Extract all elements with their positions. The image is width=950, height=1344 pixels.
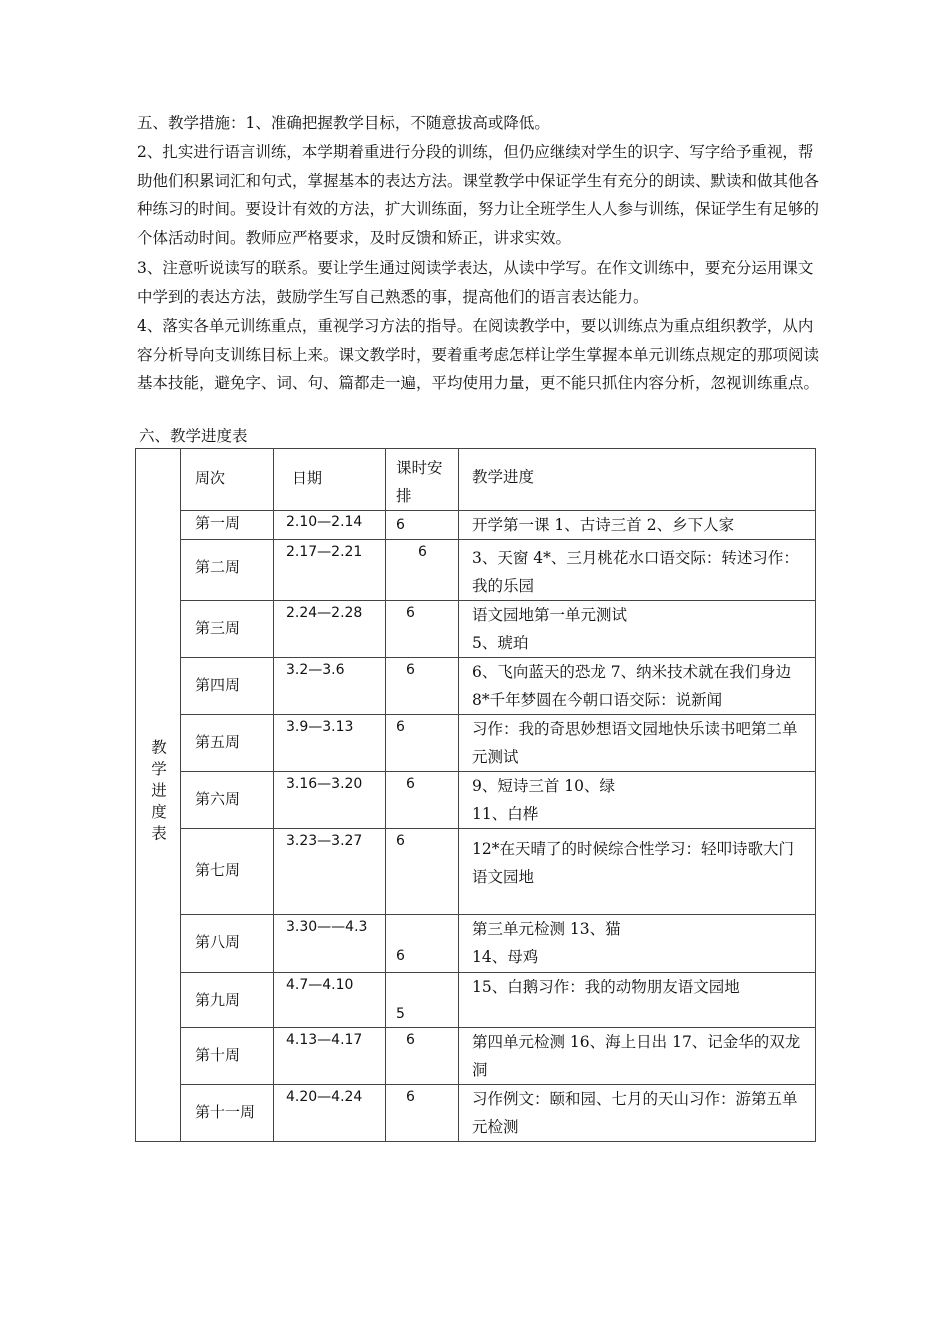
week-text: 第一周 — [195, 514, 241, 532]
date-text: 3.2—3.6 — [286, 662, 345, 678]
date-text: 4.7—4.10 — [286, 977, 354, 993]
date-text: 2.17—2.21 — [286, 544, 363, 560]
progress-text: 开学第一课 1、古诗三首 2、乡下人家 — [472, 516, 735, 534]
week-cell — [181, 601, 274, 658]
week-cell — [181, 511, 274, 540]
hours-cell — [386, 511, 459, 540]
table-row — [136, 715, 816, 772]
week-text: 第六周 — [195, 790, 241, 808]
week-cell — [181, 540, 274, 601]
hours-text: 6 — [396, 948, 405, 964]
progress-cell — [459, 540, 816, 601]
date-text: 4.13—4.17 — [286, 1032, 363, 1048]
progress-text: 6、飞向蓝天的恐龙 7、纳米技术就在我们身边 8*千年梦圆在今朝口语交际：说新闻 — [472, 663, 792, 709]
date-text: 3.9—3.13 — [286, 719, 354, 735]
progress-cell — [459, 658, 816, 715]
table-row — [136, 658, 816, 715]
hours-cell — [386, 772, 459, 829]
progress-cell — [459, 829, 816, 915]
date-cell — [274, 973, 386, 1028]
table-row — [136, 772, 816, 829]
hours-text: 6 — [406, 1032, 415, 1048]
week-text: 第十周 — [195, 1046, 241, 1064]
date-cell — [274, 715, 386, 772]
measure-4: 4、落实各单元训练重点，重视学习方法的指导。在阅读教学中，要以训练点为重点组织教学，从内容分析导向支训练目标上来。课文教学时，要着重考虑怎样让学生掌握本单元训练点规定的那项阅读基本技能，避免字、词、句、篇都走一遍，平均使用力量，更不能只抓住内容分析，忽视训练重点。 — [137, 317, 820, 392]
measure-1: 五、教学措施：1、准确把握教学目标，不随意拔高或降低。 — [137, 114, 550, 132]
hours-text: 6 — [396, 719, 405, 735]
progress-cell — [459, 715, 816, 772]
date-cell — [274, 772, 386, 829]
date-text: 4.20—4.24 — [286, 1089, 363, 1105]
progress-cell — [459, 1028, 816, 1085]
hours-text: 6 — [406, 776, 415, 792]
date-text: 3.23—3.27 — [286, 833, 363, 849]
schedule-table — [135, 448, 816, 1142]
progress-text: 习作：我的奇思妙想语文园地快乐读书吧第二单元测试 — [472, 720, 798, 766]
hours-cell — [386, 601, 459, 658]
hours-cell — [386, 658, 459, 715]
table-row — [136, 1085, 816, 1142]
date-cell — [274, 601, 386, 658]
week-cell — [181, 829, 274, 915]
date-cell — [274, 915, 386, 973]
progress-text: 12*在天晴了的时候综合性学习：轻叩诗歌大门语文园地 — [472, 840, 794, 886]
header-hours: 课时安排 — [386, 449, 459, 511]
hours-text: 6 — [406, 662, 415, 678]
progress-cell — [459, 1085, 816, 1142]
week-cell — [181, 1085, 274, 1142]
progress-text: 第四单元检测 16、海上日出 17、记金华的双龙洞 — [472, 1033, 801, 1079]
week-cell — [181, 915, 274, 973]
week-cell — [181, 658, 274, 715]
hours-cell — [386, 1085, 459, 1142]
date-cell — [274, 1085, 386, 1142]
progress-text: 3、天窗 4*、三月桃花水口语交际：转述习作：我的乐园 — [472, 549, 799, 595]
week-text: 第五周 — [195, 733, 241, 751]
hours-cell — [386, 1028, 459, 1085]
progress-text: 15、白鹅习作：我的动物朋友语文园地 — [472, 978, 740, 996]
header-week: 周次 — [181, 449, 274, 511]
measure-3: 3、注意听说读写的联系。要让学生通过阅读学表达，从读中学写。在作文训练中，要充分运用课文中学到的表达方法，鼓励学生写自己熟悉的事，提高他们的语言表达能力。 — [137, 259, 814, 306]
week-text: 第四周 — [195, 676, 241, 694]
progress-text: 9、短诗三首 10、绿 11、白桦 — [472, 777, 616, 823]
schedule-heading: 六、教学进度表 — [139, 427, 248, 445]
date-text: 3.30——4.3 — [286, 919, 368, 935]
hours-cell — [386, 915, 459, 973]
date-cell — [274, 829, 386, 915]
week-cell — [181, 973, 274, 1028]
date-text: 2.10—2.14 — [286, 514, 363, 530]
hours-text: 6 — [396, 833, 405, 849]
hours-text: 5 — [396, 1006, 405, 1022]
hours-text: 6 — [396, 517, 405, 533]
progress-cell — [459, 601, 816, 658]
progress-cell — [459, 973, 816, 1028]
side-label-cell — [136, 449, 181, 1142]
hours-text: 6 — [418, 544, 427, 560]
date-cell — [274, 540, 386, 601]
table-header-row — [136, 449, 816, 511]
date-cell — [274, 658, 386, 715]
hours-cell — [386, 540, 459, 601]
hours-cell — [386, 715, 459, 772]
side-label: 教学进度表 — [149, 739, 167, 847]
header-progress: 教学进度 — [459, 449, 816, 511]
table-row — [136, 1028, 816, 1085]
table-row — [136, 511, 816, 540]
table-row — [136, 915, 816, 973]
progress-text: 习作例文：颐和园、七月的天山习作：游第五单元检测 — [472, 1090, 798, 1136]
week-text: 第八周 — [195, 933, 241, 951]
week-text: 第九周 — [195, 991, 241, 1009]
table-row — [136, 973, 816, 1028]
hours-cell — [386, 973, 459, 1028]
date-cell — [274, 1028, 386, 1085]
table-row — [136, 829, 816, 915]
table-row — [136, 601, 816, 658]
hours-text: 6 — [406, 605, 415, 621]
progress-cell — [459, 511, 816, 540]
week-cell — [181, 1028, 274, 1085]
date-text: 3.16—3.20 — [286, 776, 363, 792]
hours-cell — [386, 829, 459, 915]
date-text: 2.24—2.28 — [286, 605, 363, 621]
week-cell — [181, 715, 274, 772]
progress-text: 第三单元检测 13、猫 14、母鸡 — [472, 920, 621, 966]
week-text: 第七周 — [195, 861, 241, 879]
progress-cell — [459, 915, 816, 973]
progress-text: 语文园地第一单元测试 5、琥珀 — [472, 606, 628, 652]
week-text: 第十一周 — [195, 1103, 256, 1121]
date-cell — [274, 511, 386, 540]
measure-2: 2、扎实进行语言训练，本学期着重进行分段的训练，但仍应继续对学生的识字、写字给予重视，帮助他们积累词汇和句式，掌握基本的表达方法。课堂教学中保证学生有充分的朗读、默读和做其他各种练习的时间。要设计有效的方法，扩大训练面，努力让全班学生人人参与训练，保证学生有足够的个体活动时间。教师应严格要求，及时反馈和矫正，讲求实效。 — [137, 143, 820, 247]
week-text: 第三周 — [195, 619, 241, 637]
header-date: 日期 — [274, 449, 386, 511]
table-row — [136, 540, 816, 601]
progress-cell — [459, 772, 816, 829]
week-text: 第二周 — [195, 558, 241, 576]
week-cell — [181, 772, 274, 829]
hours-text: 6 — [406, 1089, 415, 1105]
